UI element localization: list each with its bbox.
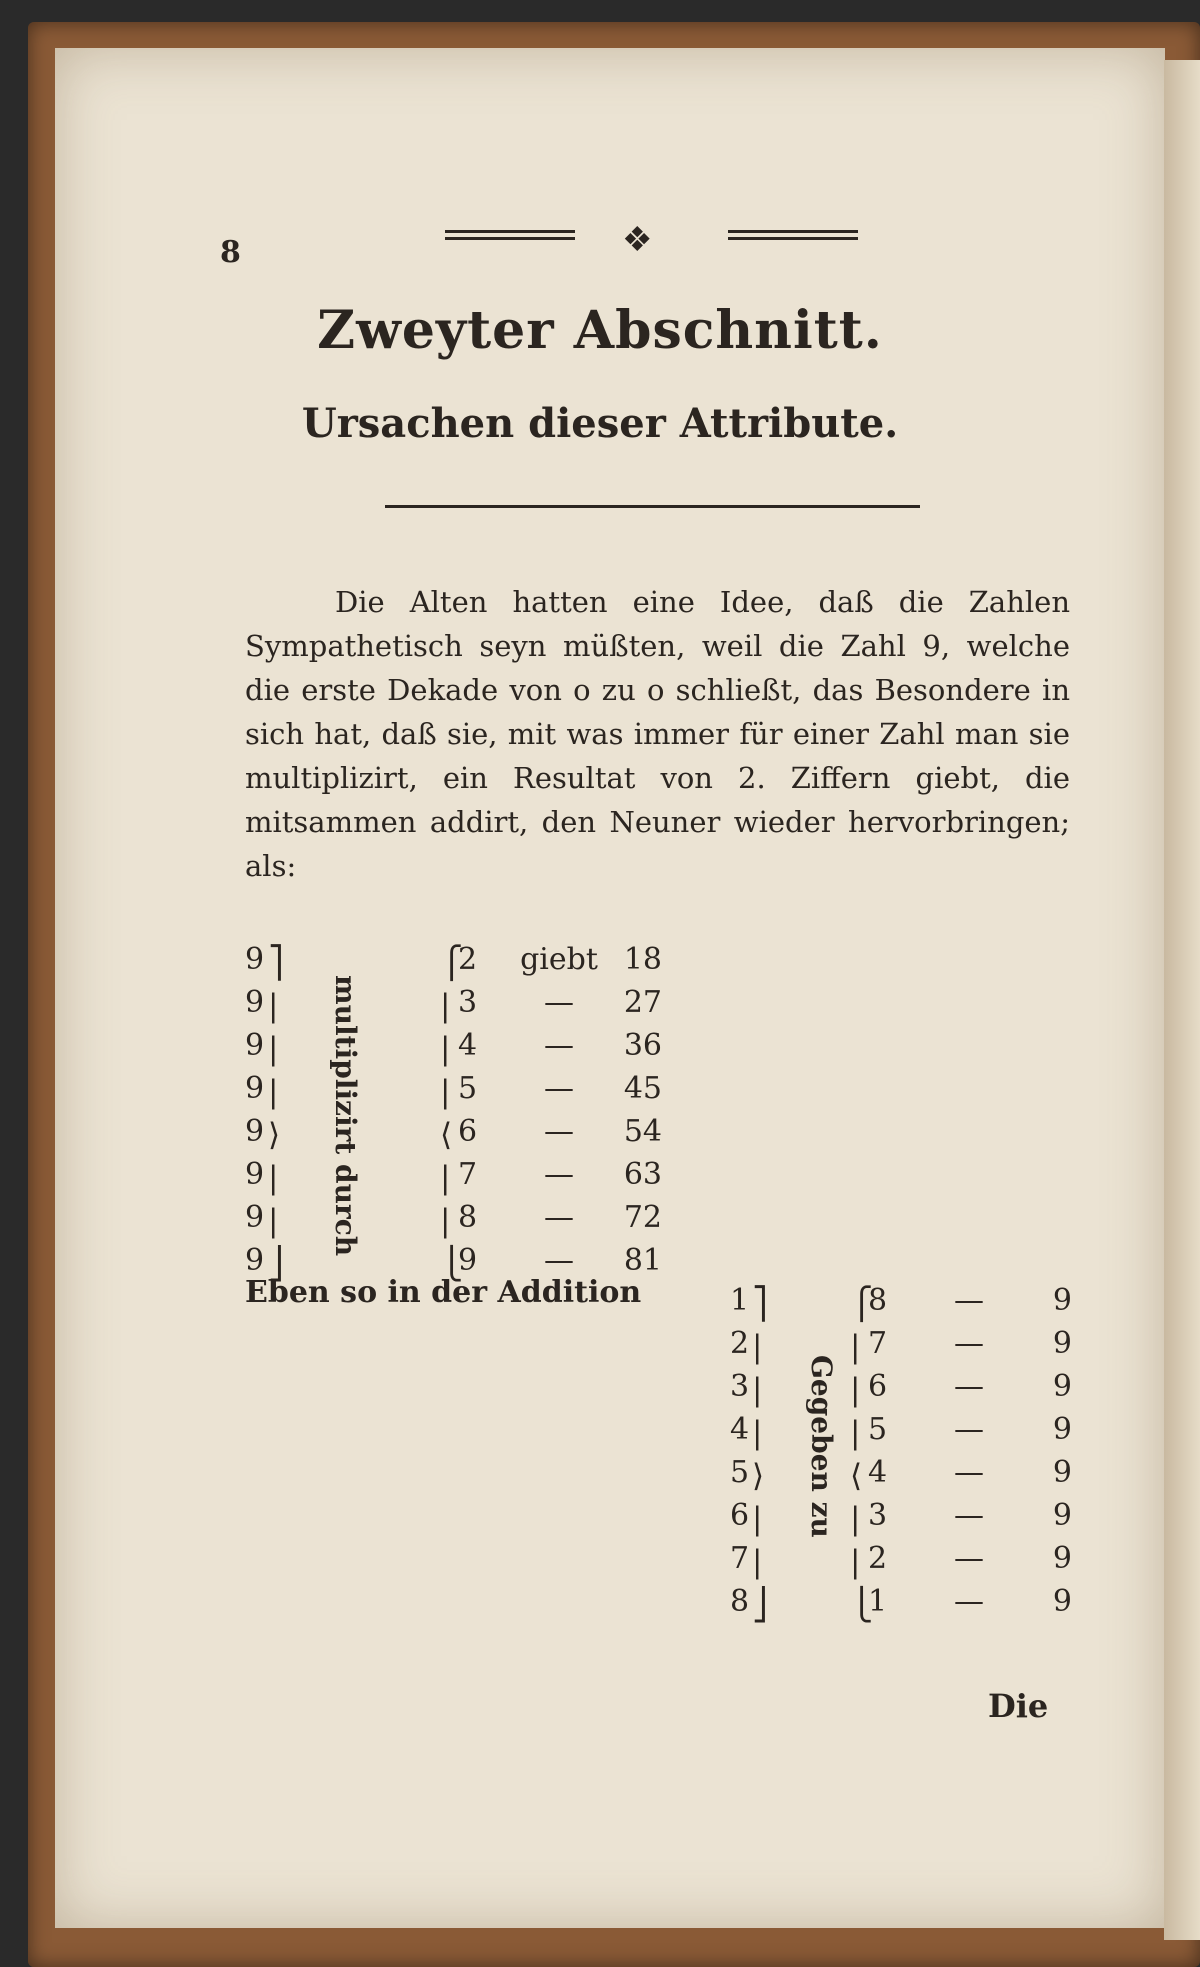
table-row xyxy=(868,1541,1072,1576)
left-number: 4 xyxy=(730,1412,750,1447)
table-row xyxy=(458,942,662,977)
row-separator: — xyxy=(954,1283,984,1318)
left-number: 6 xyxy=(730,1498,750,1533)
row-result: 45 xyxy=(623,1071,662,1106)
body-paragraph xyxy=(245,580,1070,888)
table-row xyxy=(458,1157,662,1192)
row-separator: — xyxy=(954,1455,984,1490)
ornament-right-rule xyxy=(728,230,858,248)
catchword: Die xyxy=(988,1687,1049,1725)
left-number: 2 xyxy=(730,1326,750,1361)
table-row xyxy=(868,1412,1072,1447)
table-row xyxy=(458,1200,662,1235)
table-row xyxy=(458,985,662,1020)
addition-caption: Eben so in der Addition xyxy=(245,1275,642,1310)
left-number: 5 xyxy=(730,1455,750,1490)
row-separator: — xyxy=(954,1541,984,1576)
table-row xyxy=(458,1243,662,1278)
row-separator: — xyxy=(954,1584,984,1619)
row-result: 72 xyxy=(623,1200,662,1235)
row-operand: 9 xyxy=(458,1243,478,1278)
table-row xyxy=(868,1283,1072,1318)
row-separator: — xyxy=(544,985,574,1020)
row-separator: — xyxy=(544,1028,574,1063)
row-operand: 3 xyxy=(868,1498,888,1533)
row-result: 9 xyxy=(1052,1498,1072,1533)
row-result: 9 xyxy=(1052,1541,1072,1576)
row-operand: 8 xyxy=(458,1200,478,1235)
row-result: 63 xyxy=(623,1157,662,1192)
row-operand: 1 xyxy=(868,1584,888,1619)
left-number: 9 xyxy=(245,1071,265,1106)
row-result: 54 xyxy=(623,1114,662,1149)
left-number: 9 xyxy=(245,1114,265,1149)
row-separator: — xyxy=(544,1114,574,1149)
row-separator: — xyxy=(954,1369,984,1404)
table-row xyxy=(458,1071,662,1106)
table-row xyxy=(868,1584,1072,1619)
row-result: 9 xyxy=(1052,1326,1072,1361)
row-operand: 2 xyxy=(868,1541,888,1576)
chapter-title: Zweyter Abschnitt. xyxy=(317,300,883,361)
row-separator: — xyxy=(954,1412,984,1447)
row-operand: 6 xyxy=(868,1369,888,1404)
right-brace: ⎧ | | | ⟨ | | ⎩ xyxy=(440,945,464,1282)
left-number: 9 xyxy=(245,1157,265,1192)
row-operand: 2 xyxy=(458,942,478,977)
section-title: Ursachen dieser Attribute. xyxy=(301,400,899,447)
row-separator: — xyxy=(544,1243,574,1278)
row-result: 9 xyxy=(1052,1584,1072,1619)
signature-mark: 8 xyxy=(220,235,241,270)
left-number: 1 xyxy=(730,1283,750,1318)
row-result: 9 xyxy=(1052,1455,1072,1490)
row-operand: 8 xyxy=(868,1283,888,1318)
addition-label: Gegeben zu xyxy=(805,1355,838,1538)
table-row xyxy=(868,1455,1072,1490)
row-separator: — xyxy=(954,1498,984,1533)
table-row xyxy=(868,1369,1072,1404)
row-separator: — xyxy=(544,1157,574,1192)
addition-right-brace: ⎧ | | | ⟨ | | ⎩ xyxy=(850,1286,874,1623)
row-result: 18 xyxy=(623,942,662,977)
left-number: 9 xyxy=(245,942,265,977)
left-number: 9 xyxy=(245,1200,265,1235)
table-row xyxy=(868,1498,1072,1533)
table-row xyxy=(458,1114,662,1149)
row-operand: 6 xyxy=(458,1114,478,1149)
row-result: 27 xyxy=(623,985,662,1020)
left-brace: ⎤ | | | ⟩ | | ⎦ xyxy=(268,945,284,1282)
left-number: 9 xyxy=(245,1243,265,1278)
row-operand: 4 xyxy=(458,1028,478,1063)
title-rule xyxy=(385,505,920,508)
row-separator: giebt xyxy=(520,942,598,977)
row-operand: 7 xyxy=(868,1326,888,1361)
left-number: 7 xyxy=(730,1541,750,1576)
row-result: 36 xyxy=(623,1028,662,1063)
row-separator: — xyxy=(544,1071,574,1106)
table-row xyxy=(458,1028,662,1063)
row-operand: 4 xyxy=(868,1455,888,1490)
ornament-left-rule xyxy=(445,230,575,248)
row-separator: — xyxy=(544,1200,574,1235)
left-number: 3 xyxy=(730,1369,750,1404)
row-separator: — xyxy=(954,1326,984,1361)
addition-left-brace: ⎤ | | | ⟩ | | ⎦ xyxy=(752,1286,768,1623)
multiplication-label: multiplizirt durch xyxy=(329,975,362,1257)
row-operand: 7 xyxy=(458,1157,478,1192)
paragraph-text: Die Alten hatten eine Idee, daß die Zahlen Sympathetisch seyn müßten, weil die Zahl 9, welche die erste Dekade von o zu o schließt, das Besondere in sich hat, daß sie, mit was immer für einer Zahl man sie multiplizirt, ein Resultat von 2. Ziffern giebt, die mitsammen addirt, den Neuner wieder hervorbringen; als: xyxy=(245,585,1070,883)
left-number: 8 xyxy=(730,1584,750,1619)
table-row xyxy=(868,1326,1072,1361)
row-operand: 5 xyxy=(458,1071,478,1106)
left-number: 9 xyxy=(245,1028,265,1063)
row-result: 9 xyxy=(1052,1412,1072,1447)
ornament-icon: ❖ xyxy=(622,220,653,260)
row-result: 9 xyxy=(1052,1369,1072,1404)
row-operand: 5 xyxy=(868,1412,888,1447)
row-result: 81 xyxy=(623,1243,662,1278)
row-result: 9 xyxy=(1052,1283,1072,1318)
left-number: 9 xyxy=(245,985,265,1020)
row-operand: 3 xyxy=(458,985,478,1020)
